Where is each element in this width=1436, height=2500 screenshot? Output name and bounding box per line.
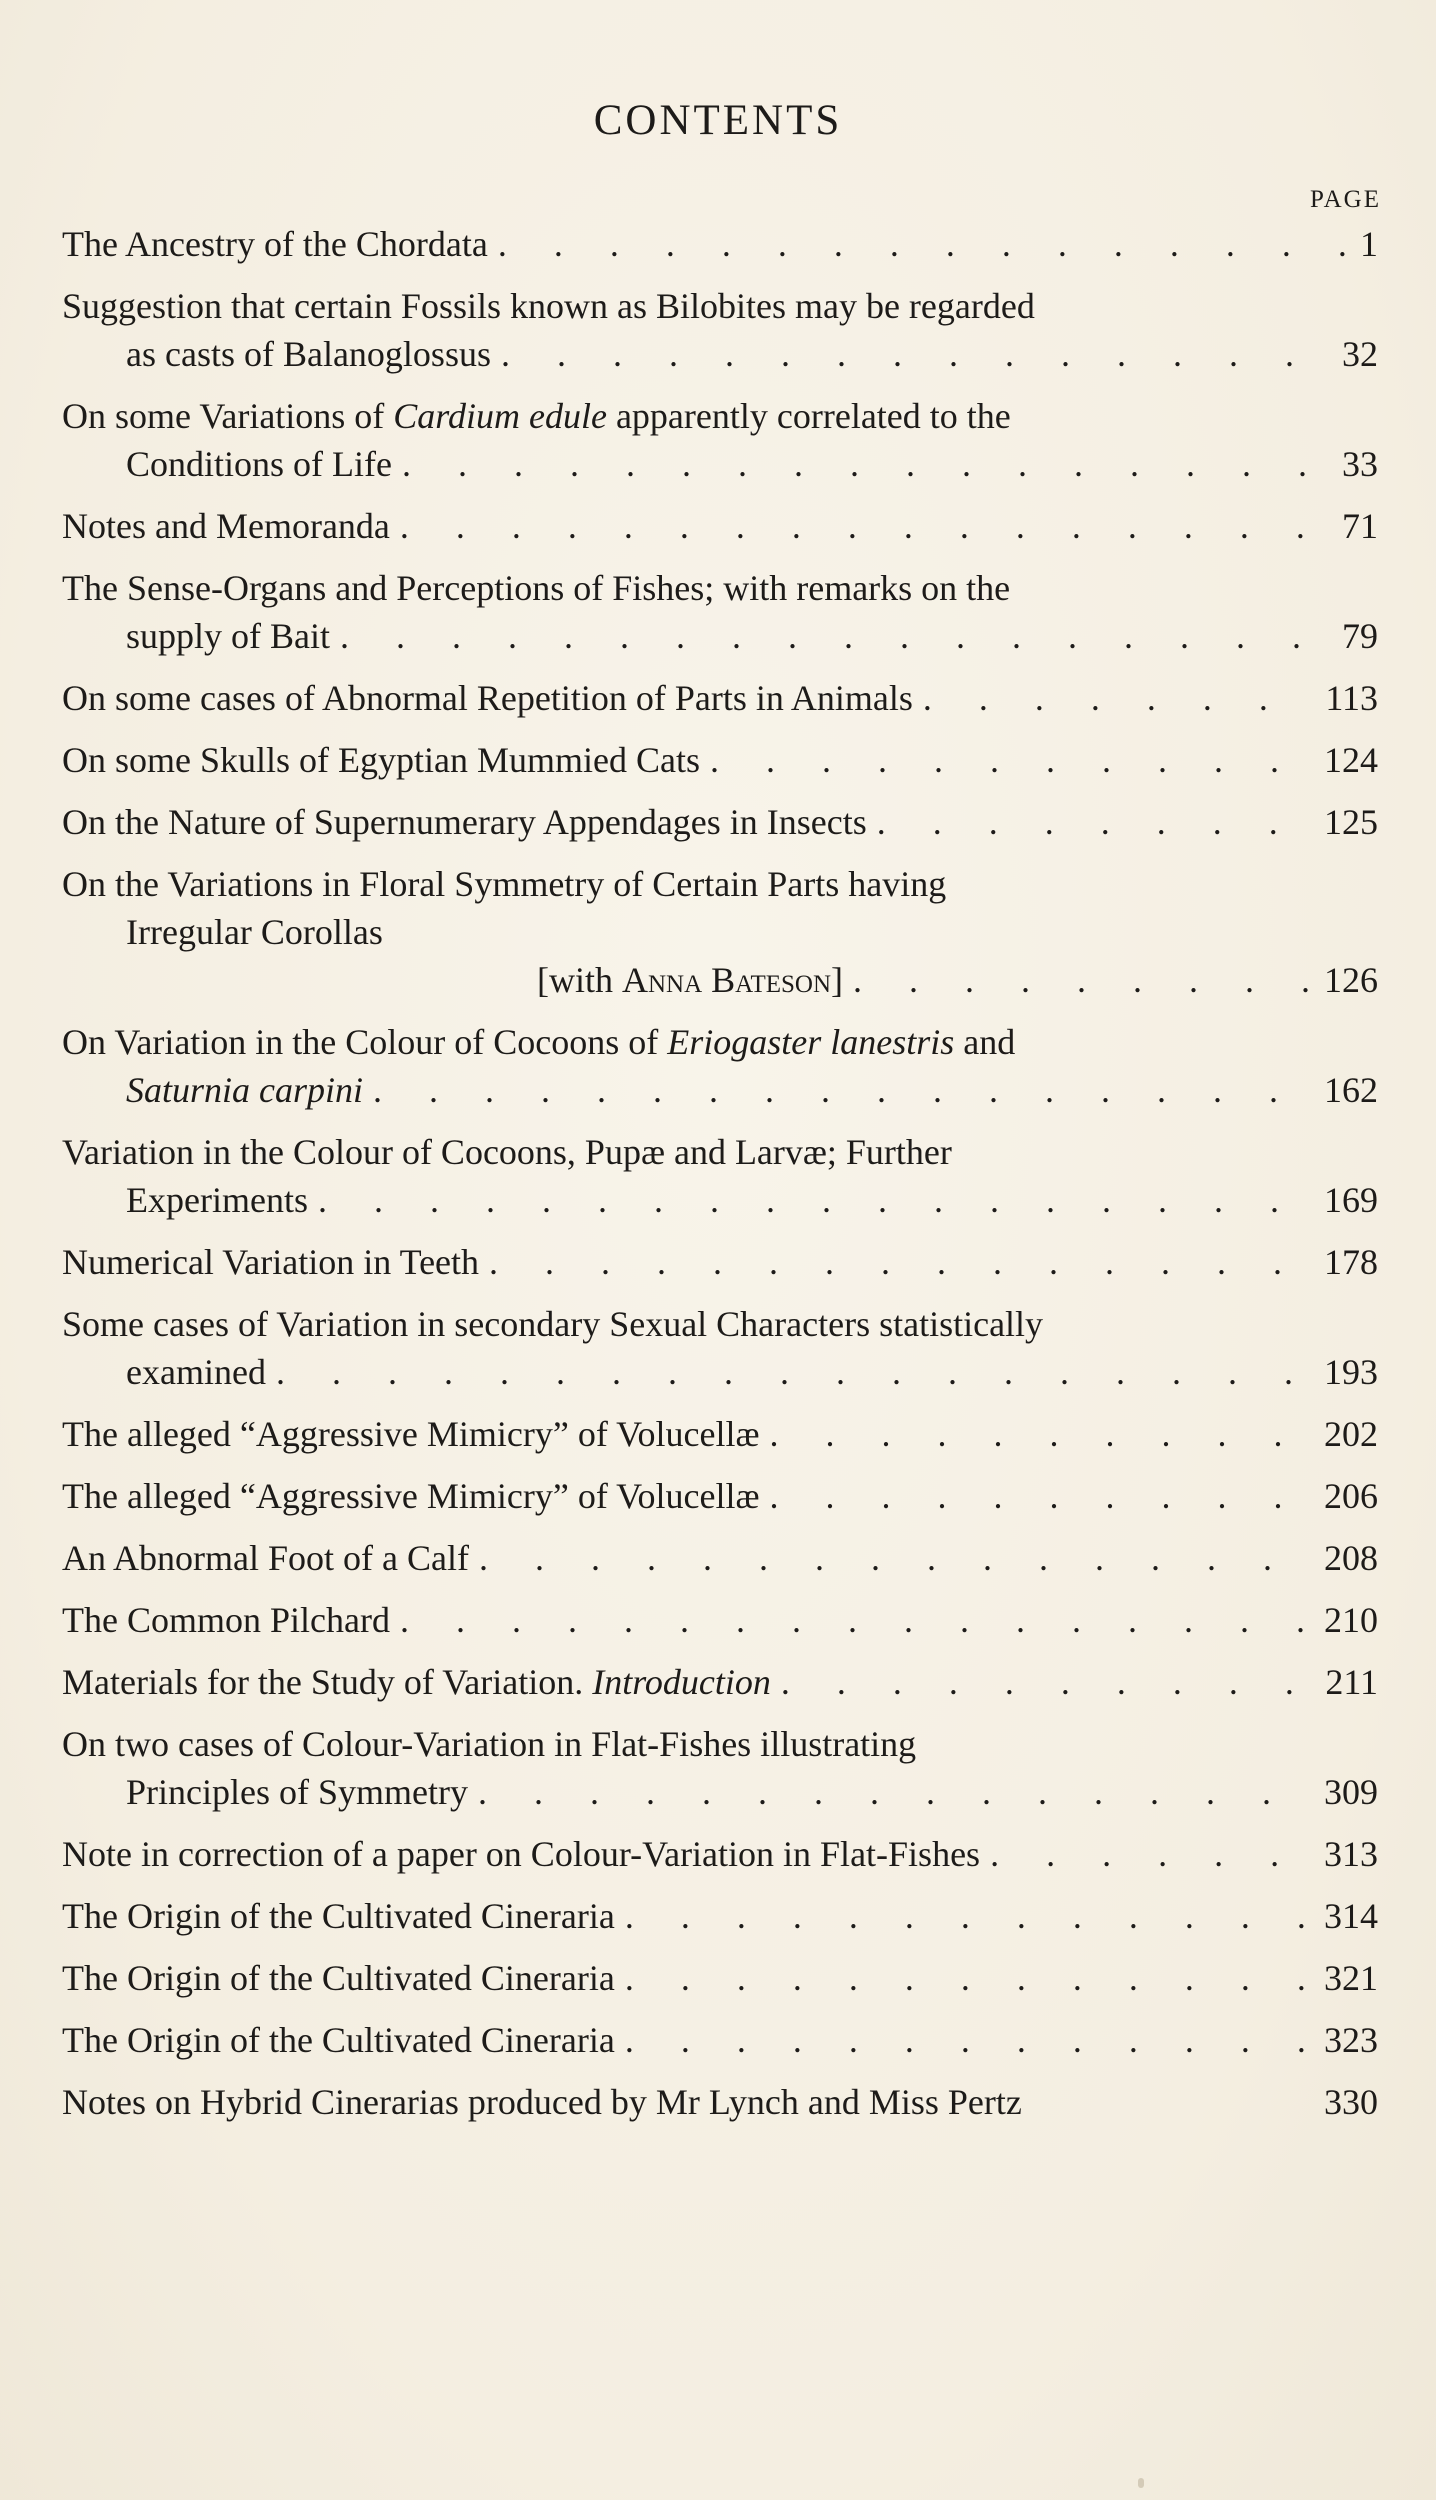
entry-title-italic: Cardium edule [393,396,607,436]
dot-leader [400,1596,1310,1644]
dot-leader [923,674,1311,722]
dot-leader [276,1348,1310,1396]
entry-page: 126 [1324,960,1378,1000]
entry-title: On some cases of Abnormal Repetition of Parts in Animals [62,678,913,718]
toc-entry[interactable] [62,798,1378,846]
entry-page: 210 [1324,1600,1378,1640]
entry-title: The alleged “Aggressive Mimicry” of Volucellæ [62,1476,760,1516]
dot-leader [625,1954,1310,2002]
toc-entry[interactable] [62,392,1378,488]
dot-leader [625,1892,1310,1940]
dot-leader [710,736,1310,784]
entry-page: 309 [1324,1772,1378,1812]
entry-title-cont: as casts of Balanoglossus [126,334,491,374]
entry-page: 125 [1324,802,1378,842]
entry-title: The Origin of the Cultivated Cineraria [62,1958,615,1998]
entry-title: Variation in the Colour of Cocoons, Pupæ and Larvæ; Further [62,1132,952,1172]
entry-title: The Origin of the Cultivated Cineraria [62,2020,615,2060]
toc-entry[interactable] [62,1830,1378,1878]
toc-entry[interactable] [62,1596,1378,1644]
page-column-label: PAGE [1310,186,1381,213]
entry-page: 314 [1324,1896,1378,1936]
table-of-contents [62,220,1378,2140]
entry-page: 1 [1360,224,1378,264]
entry-title: The Origin of the Cultivated Cineraria [62,1896,615,1936]
entry-page: 162 [1324,1070,1378,1110]
entry-page: 169 [1324,1180,1378,1220]
entry-title: On the Nature of Supernumerary Appendages in Insects [62,802,867,842]
dot-leader [769,1410,1310,1458]
entry-page: 211 [1325,1662,1378,1702]
entry-title: and [954,1022,1016,1062]
toc-entry[interactable] [62,1534,1378,1582]
dot-leader [877,798,1310,846]
toc-entry[interactable] [62,1128,1378,1224]
entry-title: Notes on Hybrid Cinerarias produced by Mr Lynch and Miss Pertz [62,2082,1022,2122]
dot-leader [340,612,1328,660]
entry-title: Materials for the Study of Variation. [62,1662,593,1702]
toc-entry[interactable] [62,736,1378,784]
entry-title: The Common Pilchard [62,1600,390,1640]
toc-entry[interactable] [62,1410,1378,1458]
entry-title: On some Skulls of Egyptian Mummied Cats [62,740,700,780]
entry-author-prefix: [with [537,960,622,1000]
entry-page: 79 [1342,616,1378,656]
entry-page: 202 [1324,1414,1378,1454]
toc-entry[interactable] [62,1720,1378,1816]
dot-leader [501,330,1328,378]
dot-leader [478,1768,1310,1816]
entry-title-italic: Introduction [592,1662,771,1702]
entry-title-cont: Irregular Corollas [126,912,383,952]
toc-entry[interactable] [62,220,1378,268]
paper-speck [1138,2478,1144,2488]
entry-title: Numerical Variation in Teeth [62,1242,480,1282]
page-title: CONTENTS [593,97,843,144]
dot-leader [479,1534,1310,1582]
entry-author-suffix: ] [831,960,844,1000]
entry-title: An Abnormal Foot of a Calf [62,1538,469,1578]
toc-entry[interactable] [62,1954,1378,2002]
entry-page: 178 [1324,1242,1378,1282]
entry-title: apparently correlated to the [606,396,1011,436]
dot-leader [769,1472,1310,1520]
entry-title: The Ancestry of the Chordata [62,224,488,264]
entry-title-cont: Conditions of Life [126,444,392,484]
entry-title: Note in correction of a paper on Colour-Variation in Flat-Fishes [62,1834,981,1874]
toc-entry[interactable] [62,1658,1378,1706]
dot-leader [625,2016,1310,2064]
dot-leader [498,220,1346,268]
dot-leader [373,1066,1310,1114]
entry-title: On Variation in the Colour of Cocoons of [62,1022,668,1062]
entry-author: Anna Bateson [622,960,832,1000]
entry-page: 330 [1324,2082,1378,2122]
dot-leader [402,440,1328,488]
dot-leader [318,1176,1310,1224]
dot-leader [489,1238,1310,1286]
entry-title: On the Variations in Floral Symmetry of Certain Parts having [62,864,947,904]
toc-entry[interactable] [62,282,1378,378]
entry-title-cont: Principles of Symmetry [126,1772,468,1812]
toc-entry[interactable] [62,860,1378,1004]
toc-entry[interactable] [62,1018,1378,1114]
entry-title: The alleged “Aggressive Mimicry” of Volucellæ [62,1414,760,1454]
toc-entry[interactable] [62,1892,1378,1940]
toc-entry[interactable] [62,1238,1378,1286]
entry-title: Suggestion that certain Fossils known as Bilobites may be regarded [62,286,1035,326]
entry-title-cont: supply of Bait [126,616,330,656]
entry-page: 33 [1342,444,1378,484]
entry-title-italic: Saturnia carpini [126,1070,364,1110]
entry-title-italic: Eriogaster lanestris [667,1022,955,1062]
entry-title: The Sense-Organs and Perceptions of Fishes; with remarks on the [62,568,1011,608]
entry-title-cont: examined [126,1352,266,1392]
dot-leader [400,502,1328,550]
toc-entry[interactable] [62,502,1378,550]
entry-title-cont: Experiments [126,1180,308,1220]
toc-entry[interactable] [62,2078,1378,2126]
entry-title: Some cases of Variation in secondary Sexual Characters statistically [62,1304,1044,1344]
entry-title: On some Variations of [62,396,394,436]
entry-page: 208 [1324,1538,1378,1578]
entry-page: 323 [1324,2020,1378,2060]
toc-entry[interactable] [62,564,1378,660]
entry-title: On two cases of Colour-Variation in Flat-Fishes illustrating [62,1724,917,1764]
entry-page: 71 [1342,506,1378,546]
entry-page: 113 [1325,678,1378,718]
entry-page: 206 [1324,1476,1378,1516]
dot-leader [781,1658,1311,1706]
toc-entry[interactable] [62,1300,1378,1396]
dot-leader [853,956,1310,1004]
entry-page: 313 [1324,1834,1378,1874]
entry-page: 124 [1324,740,1378,780]
toc-entry[interactable] [62,674,1378,722]
entry-page: 321 [1324,1958,1378,1998]
toc-entry[interactable] [62,1472,1378,1520]
toc-entry[interactable] [62,2016,1378,2064]
dot-leader [990,1830,1310,1878]
entry-title: Notes and Memoranda [62,506,390,546]
entry-page: 32 [1342,334,1378,374]
entry-page: 193 [1324,1352,1378,1392]
